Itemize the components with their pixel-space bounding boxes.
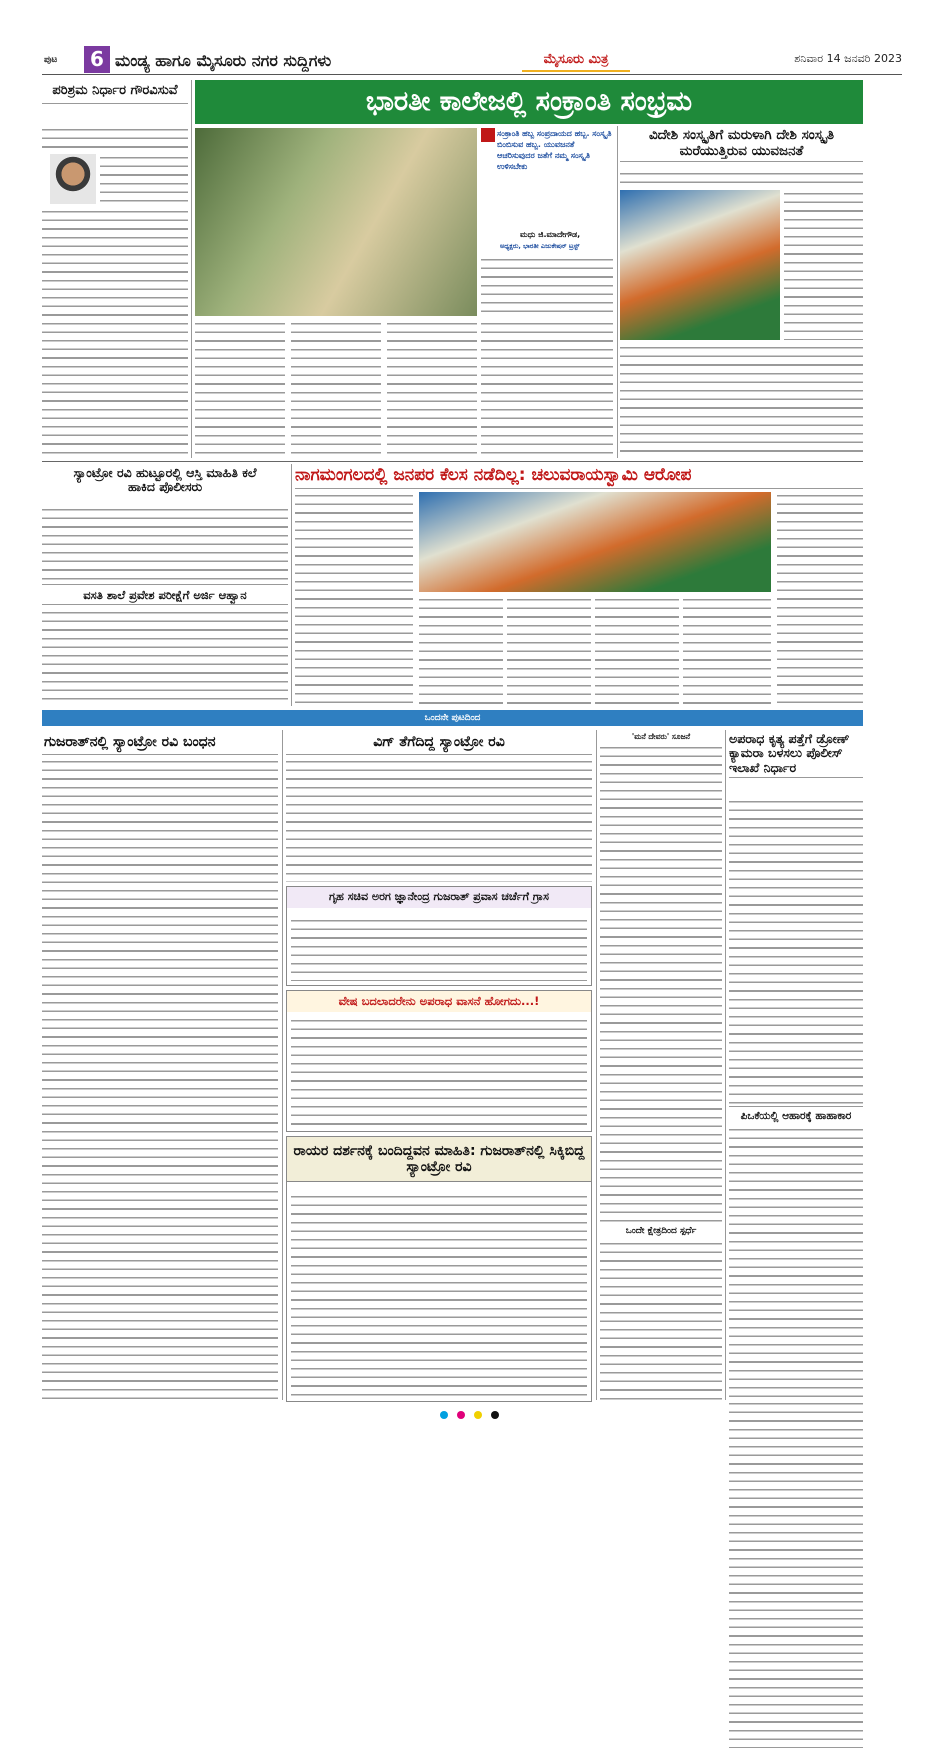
story-body (620, 344, 863, 458)
story-headline: ನಾಗಮಂಗಲದಲ್ಲಿ ಜನಪರ ಕೆಲಸ ನಡೆದಿಲ್ಲ: ಚಲುವರಾಯಸ್ವಾಮಿ ಆರೋಪ (295, 464, 863, 489)
quote-author: ಮಧು ಜಿ.ಮಾದೇಗೌಡ, (520, 230, 581, 239)
registration-marks (440, 1404, 500, 1414)
box-body (291, 1193, 587, 1397)
main-banner-headline: ಭಾರತೀ ಕಾಲೇಜಲ್ಲಿ ಸಂಕ್ರಾಂತಿ ಸಂಭ್ರಮ (365, 86, 693, 117)
story-headline: ಗುಜರಾತ್‌ನಲ್ಲಿ ಸ್ಯಾಂಟ್ರೋ ರವಿ ಬಂಧನ (42, 730, 278, 755)
story-body (620, 170, 863, 188)
story-headline: ವಸತಿ ಶಾಲೆ ಪ್ರವೇಶ ಪರೀಕ್ಷೆಗೆ ಅರ್ಜಿ ಆಹ್ವಾನ (42, 587, 288, 605)
story-headline: ಸ್ಯಾಂಟ್ರೋ ರವಿ ಹುಟ್ಟೂರಲ್ಲಿ ಆಸ್ತಿ ಮಾಹಿತಿ ಕಲೆ ಹಾಕಿದ ಪೊಲೀಸರು (73, 465, 257, 495)
story-headline: ಪಿಒಕೆಯಲ್ಲಿ ಆಹಾರಕ್ಕೆ ಹಾಹಾಕಾರ (729, 1108, 863, 1124)
story-tag: 'ಮನೆ ದೇವರು' ಸೂಜನೆ (631, 732, 691, 741)
story-body (42, 758, 278, 1400)
page-number: 6 (90, 47, 104, 71)
story-body (600, 1240, 722, 1400)
sidebar-box (286, 990, 592, 1132)
section-title: ಮಂಡ್ಯ ಹಾಗೂ ಮೈಸೂರು ನಗರ ಸುದ್ದಿಗಳು (115, 50, 520, 72)
main-banner (195, 80, 863, 124)
story-body (100, 154, 188, 204)
story-body (600, 744, 722, 1224)
sidebar-box (286, 1136, 592, 1402)
box-headline: ಗೃಹ ಸಚಿವ ಅರಗ ಜ್ಞಾನೇಂದ್ರ ಗುಜರಾತ್ ಪ್ರವಾಸ ಚರ್ಚೆಗೆ ಗ್ರಾಸ (287, 887, 591, 908)
issue-date: ಶನಿವಾರ 14 ಜನವರಿ 2023 (794, 52, 902, 65)
main-story-body (387, 320, 477, 458)
story-body (683, 596, 771, 706)
page-label: ಪುಟ (44, 55, 58, 65)
story-body (784, 190, 863, 340)
main-story-body (481, 256, 613, 316)
continued-band (42, 710, 863, 726)
story-body (595, 596, 679, 706)
story-left-mid (42, 464, 288, 582)
main-story-body (481, 320, 613, 458)
paper-name: ಮೈಸೂರು ಮಿತ್ರ (522, 50, 630, 72)
story-left-mid2 (42, 587, 288, 705)
story-body (42, 126, 188, 152)
story-body (42, 609, 288, 705)
story-top-left (42, 80, 188, 458)
festival-photo (620, 190, 780, 340)
box-headline: ರಾಯರ ದರ್ಶನಕ್ಕೆ ಬಂದಿದ್ದವನ ಮಾಹಿತಿ: ಗುಜರಾತ್‌ನಲ್ಲಿ ಸಿಕ್ಕಿಬಿದ್ದ ಸ್ಯಾಂಟ್ರೋ ರವಿ (287, 1137, 591, 1182)
story-headline: ವಿದೇಶಿ ಸಂಸ್ಕೃತಿಗೆ ಮರುಳಾಗಿ ದೇಶಿ ಸಂಸ್ಕೃತಿ ಮರೆಯುತ್ತಿರುವ ಯುವಜನತೆ (620, 126, 863, 162)
story-body (729, 1126, 863, 1400)
story-body (42, 506, 288, 582)
portrait-photo (50, 154, 96, 204)
story-body (295, 492, 413, 706)
quote-text: ಸಂಕ್ರಾಂತಿ ಹಬ್ಬ ಸಂಪ್ರದಾಯದ ಹಬ್ಬ. ಸಂಸ್ಕೃತಿ ಬಿಂಬಿಸುವ ಹಬ್ಬ. ಯುವಜನತೆ ಆಚರಿಸುವುದರ ಜತೆಗೆ ನಮ್ಮ ಸಂಸ್ಕೃತಿ ಉಳಿಸಬೇಕು (497, 129, 612, 171)
box-headline: ವೇಷ ಬದಲಾದರೇನು ಅಪರಾಧ ವಾಸನೆ ಹೋಗದು...! (287, 991, 591, 1012)
story-bottom-mid (600, 730, 722, 1400)
story-headline: ಪರಿಶ್ರಮ ನಿರ್ಧಾರ ಗೌರವಿಸುವೆ (42, 80, 188, 104)
story-top-right (620, 126, 863, 458)
story-bottom-right2 (729, 1108, 863, 1400)
masthead (42, 46, 902, 76)
sidebar-box (286, 886, 592, 986)
main-story-body (195, 320, 285, 458)
story-subhead: ಒಂದೇ ಕ್ಷೇತ್ರದಿಂದ ಸ್ಪರ್ಧೆ (625, 1226, 697, 1236)
story-body (42, 208, 188, 456)
story-center-mid (295, 464, 863, 706)
story-bottom-right (729, 730, 863, 1030)
quote-box (481, 128, 613, 242)
main-photo (195, 128, 477, 316)
story-headline: ಅಪರಾಧ ಕೃತ್ಯ ಪತ್ತೆಗೆ ಡ್ರೋಣ್ ಕ್ಯಾಮರಾ ಬಳಸಲು ಪೊಲೀಸ್ ಇಲಾಖೆ ನಿರ್ಧಾರ (729, 730, 863, 778)
box-body (291, 917, 587, 981)
story-headline: ವಿಗ್ ತೆಗೆದಿದ್ದ ಸ್ಯಾಂಟ್ರೋ ರವಿ (286, 730, 592, 755)
main-story-body (291, 320, 381, 458)
continued-label: ಒಂದನೇ ಪುಟದಿಂದ (424, 713, 481, 723)
story-body (419, 596, 503, 706)
story-body (777, 492, 863, 706)
rally-photo (419, 492, 771, 592)
story-bottom-center (286, 730, 592, 1400)
box-body (291, 1017, 587, 1127)
story-body (286, 758, 592, 882)
quote-role: ಅಧ್ಯಕ್ಷರು, ಭಾರತೀ ಎಜುಕೇಷನ್ ಟ್ರಸ್ಟ್ (500, 242, 580, 250)
story-body (507, 596, 591, 706)
story-bottom-left (42, 730, 278, 1400)
